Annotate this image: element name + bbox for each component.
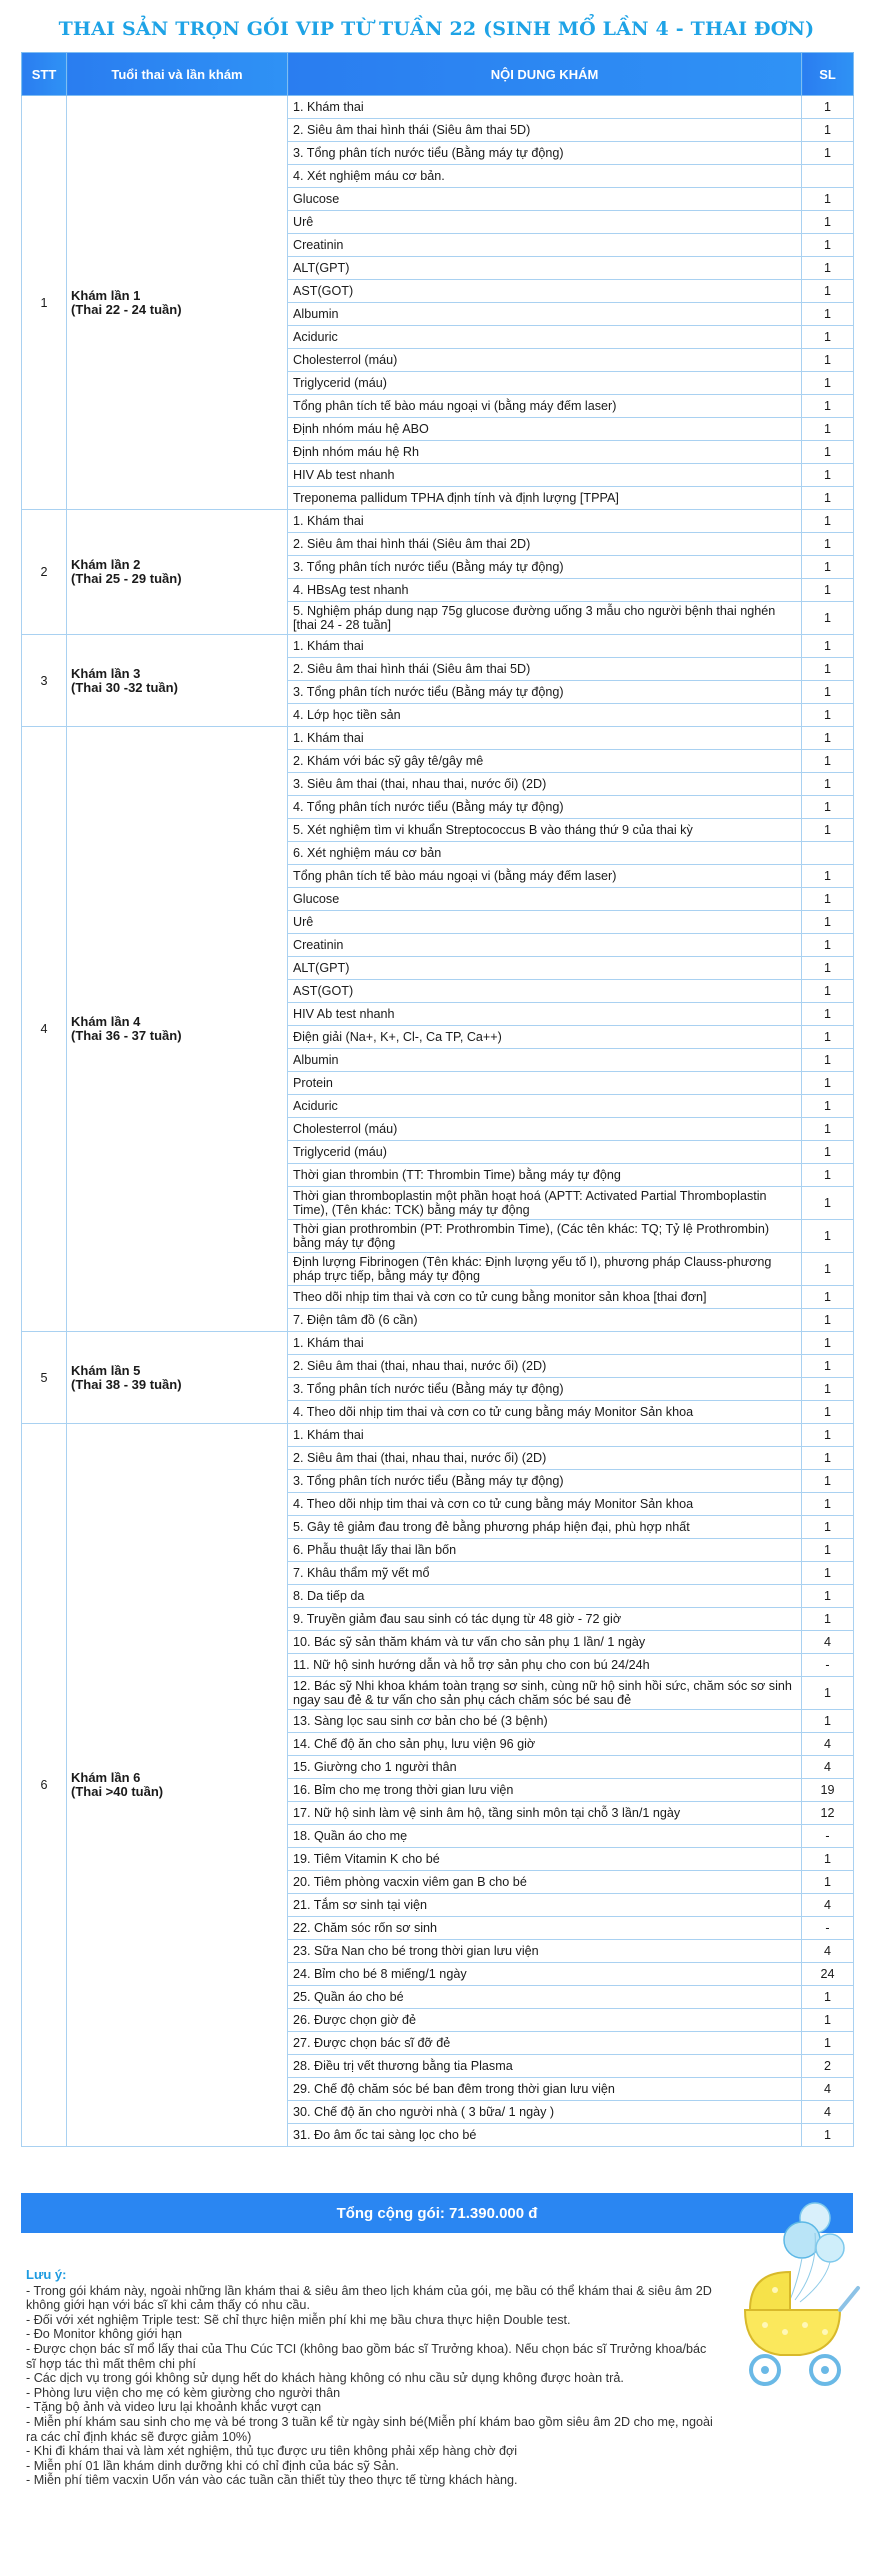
content-cell: Thời gian prothrombin (PT: Prothrombin Time), (Các tên khác: TQ; Tỷ lệ Prothrombin) bằng máy tự động	[288, 1220, 802, 1253]
visit-cell: Khám lần 3 (Thai 30 -32 tuần)	[67, 635, 288, 727]
qty-cell	[802, 842, 854, 865]
content-cell: Cholesterrol (máu)	[288, 349, 802, 372]
qty-cell: 1	[802, 142, 854, 165]
header-visit: Tuổi thai và lần khám	[67, 53, 288, 96]
stt-cell: 6	[22, 1424, 67, 2147]
qty-cell: 1	[802, 1710, 854, 1733]
content-cell: 5. Nghiệm pháp dung nạp 75g glucose đường uống 3 mẫu cho người bệnh thai nghén [thai 24 - 28 tuần]	[288, 602, 802, 635]
content-cell: 31. Đo âm ốc tai sàng lọc cho bé	[288, 2124, 802, 2147]
table-header-row	[22, 53, 854, 96]
content-cell: 11. Nữ hộ sinh hướng dẫn và hỗ trợ sản phụ cho con bú 24/24h	[288, 1654, 802, 1677]
content-cell: Triglycerid (máu)	[288, 372, 802, 395]
content-cell: 3. Tổng phân tích nước tiểu (Bằng máy tự động)	[288, 1378, 802, 1401]
content-cell: Định nhóm máu hệ ABO	[288, 418, 802, 441]
content-cell: 29. Chế độ chăm sóc bé ban đêm trong thời gian lưu viện	[288, 2078, 802, 2101]
qty-cell: 19	[802, 1779, 854, 1802]
qty-cell: 1	[802, 464, 854, 487]
content-cell: Creatinin	[288, 234, 802, 257]
content-cell: HIV Ab test nhanh	[288, 1003, 802, 1026]
total-price-bar: Tổng cộng gói: 71.390.000 đ	[21, 2193, 853, 2233]
content-cell: 6. Xét nghiệm máu cơ bản	[288, 842, 802, 865]
note-item: - Đối với xét nghiệm Triple test: Sẽ chỉ thực hiện miễn phí khi mẹ bầu chưa thực hiện Double test.	[26, 2312, 571, 2327]
content-cell: 19. Tiêm Vitamin K cho bé	[288, 1848, 802, 1871]
qty-cell: 1	[802, 1562, 854, 1585]
content-cell: HIV Ab test nhanh	[288, 464, 802, 487]
qty-cell: 1	[802, 96, 854, 119]
table-row	[22, 1332, 854, 1355]
table-row	[22, 1424, 854, 1447]
qty-cell: 1	[802, 1309, 854, 1332]
table-body	[22, 96, 854, 2147]
qty-cell: 1	[802, 934, 854, 957]
qty-cell: 1	[802, 1118, 854, 1141]
qty-cell: 4	[802, 1631, 854, 1654]
content-cell: 2. Siêu âm thai hình thái (Siêu âm thai 2D)	[288, 533, 802, 556]
qty-cell: 1	[802, 257, 854, 280]
qty-cell: 1	[802, 1608, 854, 1631]
qty-cell: 1	[802, 418, 854, 441]
stt-cell: 1	[22, 96, 67, 510]
qty-cell: 1	[802, 773, 854, 796]
page-title: THAI SẢN TRỌN GÓI VIP TỪ TUẦN 22 (SINH MỔ LẦN 4 - THAI ĐƠN)	[58, 18, 815, 40]
qty-cell: 1	[802, 1164, 854, 1187]
qty-cell: 1	[802, 487, 854, 510]
content-cell: 14. Chế độ ăn cho sản phụ, lưu viện 96 giờ	[288, 1733, 802, 1756]
qty-cell: 1	[802, 533, 854, 556]
qty-cell: 1	[802, 579, 854, 602]
qty-cell: 1	[802, 1049, 854, 1072]
qty-cell: 1	[802, 303, 854, 326]
qty-cell: 4	[802, 1756, 854, 1779]
qty-cell: 1	[802, 556, 854, 579]
content-cell: Aciduric	[288, 326, 802, 349]
note-item: - Phòng lưu viện cho mẹ có kèm giường cho người thân	[26, 2385, 341, 2400]
content-cell: Glucose	[288, 188, 802, 211]
content-cell: Urê	[288, 911, 802, 934]
notes-section	[26, 2268, 716, 2488]
qty-cell: 4	[802, 1894, 854, 1917]
qty-cell: 1	[802, 1187, 854, 1220]
content-cell: 15. Giường cho 1 người thân	[288, 1756, 802, 1779]
content-cell: 5. Xét nghiệm tìm vi khuẩn Streptococcus B vào tháng thứ 9 của thai kỳ	[288, 819, 802, 842]
content-cell: Cholesterrol (máu)	[288, 1118, 802, 1141]
qty-cell: 1	[802, 188, 854, 211]
qty-cell: 1	[802, 1141, 854, 1164]
qty-cell: -	[802, 1917, 854, 1940]
content-cell: 3. Tổng phân tích nước tiểu (Bằng máy tự động)	[288, 1470, 802, 1493]
content-cell: 30. Chế độ ăn cho người nhà ( 3 bữa/ 1 ngày )	[288, 2101, 802, 2124]
qty-cell: 1	[802, 349, 854, 372]
qty-cell: 1	[802, 1072, 854, 1095]
qty-cell: -	[802, 1654, 854, 1677]
qty-cell: 1	[802, 635, 854, 658]
content-cell: 4. Xét nghiệm máu cơ bản.	[288, 165, 802, 188]
note-item: - Khi đi khám thai và làm xét nghiệm, thủ tục được ưu tiên không phải xếp hàng chờ đợi	[26, 2444, 518, 2459]
content-cell: Thời gian thrombin (TT: Thrombin Time) bằng máy tự động	[288, 1164, 802, 1187]
content-cell: 1. Khám thai	[288, 1332, 802, 1355]
content-cell: 22. Chăm sóc rốn sơ sinh	[288, 1917, 802, 1940]
qty-cell: 1	[802, 602, 854, 635]
qty-cell: 1	[802, 1677, 854, 1710]
content-cell: AST(GOT)	[288, 980, 802, 1003]
content-cell: Creatinin	[288, 934, 802, 957]
content-cell: 3. Tổng phân tích nước tiểu (Bằng máy tự động)	[288, 681, 802, 704]
content-cell: 2. Siêu âm thai (thai, nhau thai, nước ối) (2D)	[288, 1355, 802, 1378]
qty-cell: 1	[802, 1286, 854, 1309]
content-cell: 5. Gây tê giảm đau trong đẻ bằng phương pháp hiện đại, phù hợp nhất	[288, 1516, 802, 1539]
content-cell: Theo dõi nhịp tim thai và cơn co tử cung bằng monitor sản khoa [thai đơn]	[288, 1286, 802, 1309]
table-row	[22, 510, 854, 533]
qty-cell: 1	[802, 1424, 854, 1447]
content-cell: Albumin	[288, 1049, 802, 1072]
content-cell: 4. Lớp học tiền sản	[288, 704, 802, 727]
content-cell: 4. HBsAg test nhanh	[288, 579, 802, 602]
note-item: - Tặng bộ ảnh và video lưu lại khoảnh khắc vượt cạn	[26, 2400, 322, 2415]
content-cell: Tổng phân tích tế bào máu ngoại vi (bằng máy đếm laser)	[288, 865, 802, 888]
content-cell: 3. Tổng phân tích nước tiểu (Bằng máy tự động)	[288, 556, 802, 579]
content-cell: 1. Khám thai	[288, 1424, 802, 1447]
notes-list	[26, 2284, 716, 2488]
stt-cell: 5	[22, 1332, 67, 1424]
content-cell: Thời gian thromboplastin một phần hoạt hoá (APTT: Activated Partial Thromboplastin Time), (Tên khác: TCK) bằng máy tự động	[288, 1187, 802, 1220]
qty-cell: 4	[802, 2078, 854, 2101]
note-item: - Miễn phí tiêm vacxin Uốn ván vào các tuần cần thiết tùy theo thực tế từng khách hàng.	[26, 2473, 518, 2488]
visit-cell: Khám lần 1 (Thai 22 - 24 tuần)	[67, 96, 288, 510]
note-item: - Miễn phí khám sau sinh cho mẹ và bé trong 3 tuần kể từ ngày sinh bé(Miễn phí khám bao gồm siêu âm 2D cho mẹ, ngoài ra các chỉ định khác sẽ được giảm 10%)	[26, 2414, 713, 2444]
qty-cell: 4	[802, 2101, 854, 2124]
content-cell: Urê	[288, 211, 802, 234]
content-cell: 1. Khám thai	[288, 96, 802, 119]
qty-cell: 1	[802, 1447, 854, 1470]
content-cell: 2. Siêu âm thai hình thái (Siêu âm thai 5D)	[288, 658, 802, 681]
visit-cell: Khám lần 6 (Thai >40 tuần)	[67, 1424, 288, 2147]
header-content: NỘI DUNG KHÁM	[288, 53, 802, 96]
qty-cell: 1	[802, 372, 854, 395]
qty-cell: 1	[802, 1986, 854, 2009]
content-cell: Định nhóm máu hệ Rh	[288, 441, 802, 464]
content-cell: 6. Phẫu thuật lấy thai lần bốn	[288, 1539, 802, 1562]
qty-cell: 24	[802, 1963, 854, 1986]
content-cell: 1. Khám thai	[288, 635, 802, 658]
qty-cell: 1	[802, 681, 854, 704]
content-cell: 2. Siêu âm thai (thai, nhau thai, nước ối) (2D)	[288, 1447, 802, 1470]
table-row	[22, 635, 854, 658]
qty-cell: 1	[802, 441, 854, 464]
qty-cell: -	[802, 1825, 854, 1848]
content-cell: Protein	[288, 1072, 802, 1095]
content-cell: ALT(GPT)	[288, 257, 802, 280]
qty-cell: 1	[802, 1378, 854, 1401]
qty-cell: 1	[802, 911, 854, 934]
qty-cell: 1	[802, 1848, 854, 1871]
qty-cell: 1	[802, 119, 854, 142]
content-cell: Glucose	[288, 888, 802, 911]
qty-cell: 1	[802, 1493, 854, 1516]
content-cell: 17. Nữ hộ sinh làm vệ sinh âm hộ, tầng sinh môn tại chỗ 3 lần/1 ngày	[288, 1802, 802, 1825]
qty-cell: 1	[802, 1003, 854, 1026]
stt-cell: 3	[22, 635, 67, 727]
note-item: - Đo Monitor không giới hạn	[26, 2327, 182, 2342]
content-cell: 4. Tổng phân tích nước tiểu (Bằng máy tự động)	[288, 796, 802, 819]
qty-cell: 1	[802, 1332, 854, 1355]
content-cell: 10. Bác sỹ sản thăm khám và tư vấn cho sản phụ 1 lần/ 1 ngày	[288, 1631, 802, 1654]
qty-cell: 2	[802, 2055, 854, 2078]
visit-cell: Khám lần 2 (Thai 25 - 29 tuần)	[67, 510, 288, 635]
content-cell: 18. Quần áo cho mẹ	[288, 1825, 802, 1848]
content-cell: 21. Tắm sơ sinh tại viện	[288, 1894, 802, 1917]
note-item: - Trong gói khám này, ngoài những lần khám thai & siêu âm theo lịch khám của gói, mẹ bầu có thể khám thai & siêu âm 2D không giới hạn với bác sĩ khi cảm thấy có nhu cầu.	[26, 2283, 712, 2313]
stt-cell: 4	[22, 727, 67, 1332]
qty-cell: 1	[802, 1516, 854, 1539]
note-item: - Miễn phí 01 lần khám dinh dưỡng khi có chỉ định của bác sỹ Sản.	[26, 2458, 400, 2473]
stt-cell: 2	[22, 510, 67, 635]
qty-cell: 1	[802, 727, 854, 750]
visit-cell: Khám lần 5 (Thai 38 - 39 tuần)	[67, 1332, 288, 1424]
qty-cell: 1	[802, 888, 854, 911]
qty-cell: 1	[802, 865, 854, 888]
table-row	[22, 96, 854, 119]
content-cell: 25. Quần áo cho bé	[288, 1986, 802, 2009]
qty-cell: 1	[802, 326, 854, 349]
qty-cell: 1	[802, 1355, 854, 1378]
content-cell: 1. Khám thai	[288, 727, 802, 750]
qty-cell: 1	[802, 2032, 854, 2055]
qty-cell: 1	[802, 980, 854, 1003]
qty-cell: 1	[802, 2009, 854, 2032]
content-cell: 2. Khám với bác sỹ gây tê/gây mê	[288, 750, 802, 773]
content-cell: Treponema pallidum TPHA định tính và định lượng [TPPA]	[288, 487, 802, 510]
content-cell: 4. Theo dõi nhịp tim thai và cơn co tử cung bằng máy Monitor Sản khoa	[288, 1401, 802, 1424]
content-cell: 12. Bác sỹ Nhi khoa khám toàn trạng sơ sinh, cùng nữ hộ sinh hồi sức, chăm sóc sơ sinh ngay sau đẻ & tư vấn cho sản phụ cách chăm sóc bé sau đẻ	[288, 1677, 802, 1710]
content-cell: 3. Tổng phân tích nước tiểu (Bằng máy tự động)	[288, 142, 802, 165]
content-cell: 1. Khám thai	[288, 510, 802, 533]
content-cell: AST(GOT)	[288, 280, 802, 303]
qty-cell: 4	[802, 1733, 854, 1756]
qty-cell: 1	[802, 1470, 854, 1493]
content-cell: Triglycerid (máu)	[288, 1141, 802, 1164]
content-cell: 3. Siêu âm thai (thai, nhau thai, nước ối) (2D)	[288, 773, 802, 796]
qty-cell: 1	[802, 395, 854, 418]
baby-stroller-balloons-illustration	[690, 2200, 870, 2400]
qty-cell	[802, 165, 854, 188]
content-cell: 28. Điều trị vết thương bằng tia Plasma	[288, 2055, 802, 2078]
qty-cell: 1	[802, 1871, 854, 1894]
content-cell: 2. Siêu âm thai hình thái (Siêu âm thai 5D)	[288, 119, 802, 142]
content-cell: 20. Tiêm phòng vacxin viêm gan B cho bé	[288, 1871, 802, 1894]
content-cell: Tổng phân tích tế bào máu ngoại vi (bằng máy đếm laser)	[288, 395, 802, 418]
visit-cell: Khám lần 4 (Thai 36 - 37 tuần)	[67, 727, 288, 1332]
qty-cell: 1	[802, 1253, 854, 1286]
content-cell: 7. Điện tâm đồ (6 cần)	[288, 1309, 802, 1332]
note-item: - Các dịch vụ trong gói không sử dụng hết do khách hàng không có nhu cầu sử dụng không được hoàn trả.	[26, 2371, 624, 2386]
content-cell: Điện giải (Na+, K+, Cl-, Ca TP, Ca++)	[288, 1026, 802, 1049]
services-table	[21, 52, 854, 2147]
content-cell: Albumin	[288, 303, 802, 326]
qty-cell: 4	[802, 1940, 854, 1963]
qty-cell: 1	[802, 957, 854, 980]
header-stt: STT	[22, 53, 67, 96]
note-item: - Được chọn bác sĩ mổ lấy thai của Thu Cúc TCI (không bao gồm bác sĩ Trưởng khoa). Nếu chọn bác sĩ Trưởng khoa/bác sĩ hợp tác thì mất thêm chi phí	[26, 2341, 707, 2371]
qty-cell: 1	[802, 280, 854, 303]
content-cell: 26. Được chọn giờ đẻ	[288, 2009, 802, 2032]
content-cell: 8. Da tiếp da	[288, 1585, 802, 1608]
content-cell: 4. Theo dõi nhịp tim thai và cơn co tử cung bằng máy Monitor Sản khoa	[288, 1493, 802, 1516]
content-cell: 16. Bỉm cho mẹ trong thời gian lưu viện	[288, 1779, 802, 1802]
qty-cell: 1	[802, 704, 854, 727]
qty-cell: 1	[802, 234, 854, 257]
content-cell: Định lượng Fibrinogen (Tên khác: Định lượng yếu tố I), phương pháp Clauss-phương pháp trực tiếp, bằng máy tự động	[288, 1253, 802, 1286]
qty-cell: 12	[802, 1802, 854, 1825]
content-cell: 7. Khâu thẩm mỹ vết mổ	[288, 1562, 802, 1585]
content-cell: 9. Truyền giảm đau sau sinh có tác dụng từ 48 giờ - 72 giờ	[288, 1608, 802, 1631]
qty-cell: 1	[802, 658, 854, 681]
qty-cell: 1	[802, 1539, 854, 1562]
notes-title: Lưu ý:	[26, 2267, 67, 2282]
qty-cell: 1	[802, 211, 854, 234]
qty-cell: 1	[802, 510, 854, 533]
table-row	[22, 727, 854, 750]
content-cell: ALT(GPT)	[288, 957, 802, 980]
content-cell: 27. Được chọn bác sĩ đỡ đẻ	[288, 2032, 802, 2055]
content-cell: 13. Sàng lọc sau sinh cơ bản cho bé (3 bệnh)	[288, 1710, 802, 1733]
qty-cell: 1	[802, 1026, 854, 1049]
qty-cell: 1	[802, 750, 854, 773]
header-qty: SL	[802, 53, 854, 96]
qty-cell: 1	[802, 819, 854, 842]
qty-cell: 1	[802, 796, 854, 819]
qty-cell: 1	[802, 1585, 854, 1608]
content-cell: Aciduric	[288, 1095, 802, 1118]
qty-cell: 1	[802, 2124, 854, 2147]
qty-cell: 1	[802, 1220, 854, 1253]
content-cell: 24. Bỉm cho bé 8 miếng/1 ngày	[288, 1963, 802, 1986]
qty-cell: 1	[802, 1095, 854, 1118]
qty-cell: 1	[802, 1401, 854, 1424]
content-cell: 23. Sữa Nan cho bé trong thời gian lưu viện	[288, 1940, 802, 1963]
